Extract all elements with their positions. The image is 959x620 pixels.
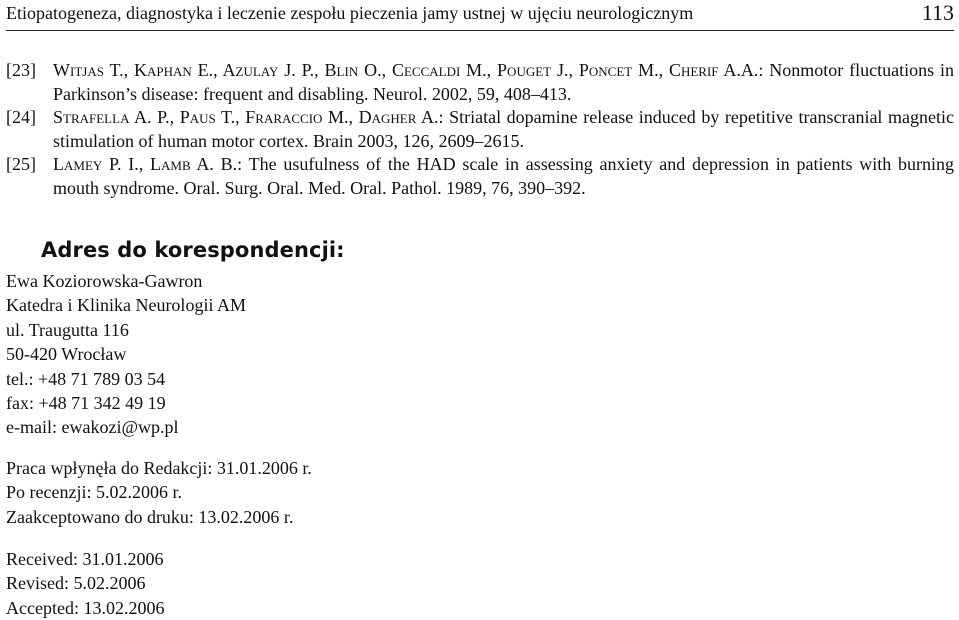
- date-accepted-pl: Zaakceptowano do druku: 13.02.2006 r.: [6, 506, 294, 527]
- address-fax: fax: +48 71 342 49 19: [6, 393, 166, 414]
- reference-item: [6, 153, 954, 200]
- reference-item: [6, 59, 954, 106]
- reference-authors: Witjas T., Kaphan E., Azulay J. P., Blin O., Ceccaldi M., Pouget J., Poncet M., Cherif A.A.: [53, 60, 759, 80]
- reference-text: : Striatal dopamine release induced by repetitive transcranial magnetic stimulation of human motor cortex. Brain 2003, 126, 2609–2615.: [53, 107, 954, 151]
- address-name: Ewa Koziorowska-Gawron: [6, 271, 203, 291]
- address-city: 50-420 Wrocław: [6, 344, 127, 365]
- date-revised: Revised: 5.02.2006: [6, 573, 146, 594]
- reference-number: [25]: [6, 154, 36, 174]
- address-phone: tel.: +48 71 789 03 54: [6, 368, 166, 389]
- date-accepted: Accepted: 13.02.2006: [6, 597, 165, 618]
- dates-polish: [6, 456, 312, 529]
- reference-text: : Nonmotor fluctuations in Parkinson’s disease: frequent and disabling. Neurol. 2002, 59, 408–413.: [53, 60, 955, 104]
- correspondence-address: [6, 269, 246, 440]
- address-email: e-mail: ewakozi@wp.pl: [6, 417, 179, 438]
- reference-authors: Lamey P. I., Lamb A. B.: [53, 154, 238, 174]
- running-header: [6, 0, 954, 31]
- date-received: Received: 31.01.2006: [6, 549, 164, 569]
- reference-list: [6, 59, 954, 200]
- page-number: 113: [921, 0, 954, 25]
- dates-english: [6, 547, 164, 620]
- address-department: Katedra i Klinika Neurologii AM: [6, 295, 246, 316]
- reference-number: [23]: [6, 60, 36, 80]
- reference-text: : The usufulness of the HAD scale in assessing anxiety and depression in patients with burning mouth syndrome. Oral. Surg. Oral. Med. Oral. Pathol. 1989, 76, 390–392.: [53, 154, 954, 198]
- running-title: Etiopatogeneza, diagnostyka i leczenie zespołu pieczenia jamy ustnej w ujęciu neurologicznym: [6, 3, 694, 23]
- reference-authors: Strafella A. P., Paus T., Fraraccio M., Dagher A.: [53, 107, 439, 127]
- address-street: ul. Traugutta 116: [6, 319, 129, 340]
- reference-number: [24]: [6, 107, 36, 127]
- correspondence-heading: Adres do korespondencji:: [41, 238, 345, 262]
- date-received-pl: Praca wpłynęła do Redakcji: 31.01.2006 r.: [6, 458, 312, 478]
- reference-item: [6, 106, 954, 153]
- date-revised-pl: Po recenzji: 5.02.2006 r.: [6, 482, 182, 503]
